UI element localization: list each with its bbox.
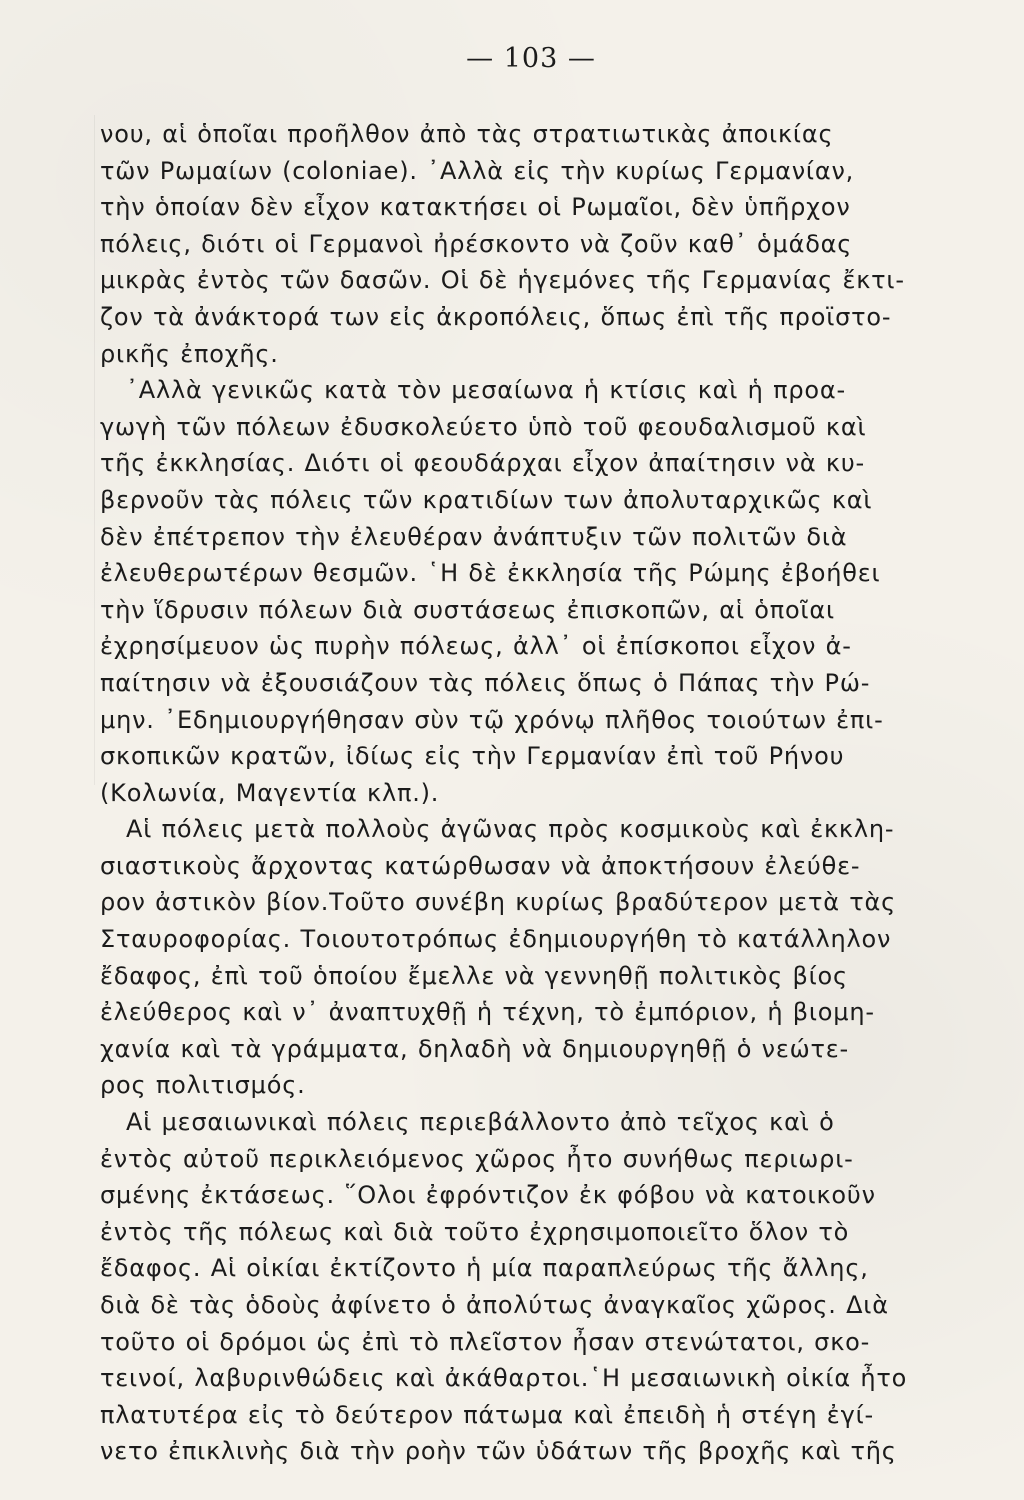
text-line: τῶν Ρωμαίων (coloniae). ᾿Αλλὰ εἰς τὴν κυρίως Γερμανίαν,	[100, 156, 855, 185]
text-line: τῆς ἐκκλησίας. Διότι οἱ φεουδάρχαι εἶχον ἀπαίτησιν νὰ κυ-	[100, 449, 866, 478]
paragraph-start-line: Αἱ πόλεις μετὰ πολλοὺς ἀγῶνας πρὸς κοσμικοὺς καὶ ἐκκλη-	[126, 815, 895, 844]
text-line: χανία καὶ τὰ γράμματα, δηλαδὴ νὰ δημιουργηθῇ ὁ νεώτε-	[100, 1034, 850, 1063]
text-line: ρικῆς ἐποχῆς.	[100, 339, 279, 368]
text-line: γωγὴ τῶν πόλεων ἐδυσκολεύετο ὑπὸ τοῦ φεουδαλισμοῦ καὶ	[100, 412, 867, 441]
text-line: σιαστικοὺς ἄρχοντας κατώρθωσαν νὰ ἀποκτήσουν ἐλεύθε-	[100, 851, 861, 880]
text-line: πόλεις, διότι οἱ Γερμανοὶ ἠρέσκοντο νὰ ζοῦν καθ᾿ ὁμάδας	[100, 229, 853, 258]
page-number: — 103 —	[466, 43, 596, 74]
paragraph-start-line: Αἱ μεσαιωνικαὶ πόλεις περιεβάλλοντο ἀπὸ τεῖχος καὶ ὁ	[126, 1108, 835, 1137]
text-line: ρος πολιτισμός.	[100, 1071, 306, 1100]
paragraph-start-line: ᾿Αλλὰ γενικῶς κατὰ τὸν μεσαίωνα ἡ κτίσις καὶ ἡ προα-	[126, 376, 846, 405]
text-line: μην. ᾿Εδημιουργήθησαν σὺν τῷ χρόνῳ πλῆθος τοιούτων ἐπι-	[100, 705, 884, 734]
text-line: βερνοῦν τὰς πόλεις τῶν κρατιδίων των ἀπολυταρχικῶς καὶ	[100, 485, 873, 514]
text-line: ἐχρησίμευον ὡς πυρὴν πόλεως, ἀλλ᾿ οἱ ἐπίσκοποι εἶχον ἀ-	[100, 632, 852, 661]
text-line: ἐλεύθερος καὶ ν᾿ ἀναπτυχθῇ ἡ τέχνη, τὸ ἐμπόριον, ἡ βιομη-	[100, 998, 875, 1027]
text-line: νετο ἐπικλινὴς διὰ τὴν ροὴν τῶν ὑδάτων τῆς βροχῆς καὶ τῆς	[100, 1437, 897, 1466]
text-line: τοῦτο οἱ δρόμοι ὡς ἐπὶ τὸ πλεῖστον ἦσαν στενώτατοι, σκο-	[100, 1327, 871, 1356]
page-edge-shadow	[94, 115, 95, 785]
text-line: ἐντὸς αὐτοῦ περικλειόμενος χῶρος ἦτο συνήθως περιωρι-	[100, 1144, 854, 1173]
text-line: ἐντὸς τῆς πόλεως καὶ διὰ τοῦτο ἐχρησιμοποιεῖτο ὅλον τὸ	[100, 1217, 850, 1246]
text-line: μικρὰς ἐντὸς τῶν δασῶν. Οἱ δὲ ἡγεμόνες τῆς Γερμανίας ἔκτι-	[100, 266, 905, 295]
text-line: ἐλευθερωτέρων θεσμῶν. ῾Η δὲ ἐκκλησία τῆς Ρώμης ἐβοήθει	[100, 559, 881, 588]
text-line: δὲν ἐπέτρεπον τὴν ἐλευθέραν ἀνάπτυξιν τῶν πολιτῶν διὰ	[100, 522, 848, 551]
text-line: νου, αἱ ὁποῖαι προῆλθον ἀπὸ τὰς στρατιωτικὰς ἀποικίας	[100, 120, 834, 148]
text-line: ἔδαφος, ἐπὶ τοῦ ὁποίου ἔμελλε νὰ γεννηθῇ πολιτικὸς βίος	[100, 961, 848, 990]
text-line: ζον τὰ ἀνάκτορά των εἰς ἀκροπόλεις, ὅπως ἐπὶ τῆς προϊστο-	[100, 302, 892, 331]
text-line: Σταυροφορίας. Τοιουτοτρόπως ἐδημιουργήθη τὸ κατάλληλον	[100, 925, 892, 954]
text-line: (Κολωνία, Μαγεντία κλπ.).	[100, 778, 440, 807]
text-line: πλατυτέρα εἰς τὸ δεύτερον πάτωμα καὶ ἐπειδὴ ἡ στέγη ἐγί-	[100, 1400, 874, 1429]
text-line: τεινοί, λαβυρινθώδεις καὶ ἀκάθαρτοι.῾Η μεσαιωνικὴ οἰκία ἦτο	[100, 1364, 908, 1393]
text-line: τὴν ὁποίαν δὲν εἶχον κατακτήσει οἱ Ρωμαῖοι, δὲν ὑπῆρχον	[100, 193, 851, 222]
body-text	[100, 116, 962, 1470]
text-line: παίτησιν νὰ ἐξουσιάζουν τὰς πόλεις ὅπως ὁ Πάπας τὴν Ρώ-	[100, 668, 871, 697]
text-line: σκοπικῶν κρατῶν, ἰδίως εἰς τὴν Γερμανίαν ἐπὶ τοῦ Ρήνου	[100, 742, 845, 771]
text-line: σμένης ἐκτάσεως. ῞Ολοι ἐφρόντιζον ἐκ φόβου νὰ κατοικοῦν	[100, 1181, 876, 1210]
text-line: ἔδαφος. Αἱ οἰκίαι ἐκτίζοντο ἡ μία παραπλεύρως τῆς ἄλλης,	[100, 1254, 869, 1283]
text-line: τὴν ἵδρυσιν πόλεων διὰ συστάσεως ἐπισκοπῶν, αἱ ὁποῖαι	[100, 595, 835, 624]
text-line: διὰ δὲ τὰς ὁδοὺς ἀφίνετο ὁ ἀπολύτως ἀναγκαῖος χῶρος. Διὰ	[100, 1291, 889, 1319]
text-line: ρον ἀστικὸν βίον.Τοῦτο συνέβη κυρίως βραδύτερον μετὰ τὰς	[100, 888, 897, 917]
